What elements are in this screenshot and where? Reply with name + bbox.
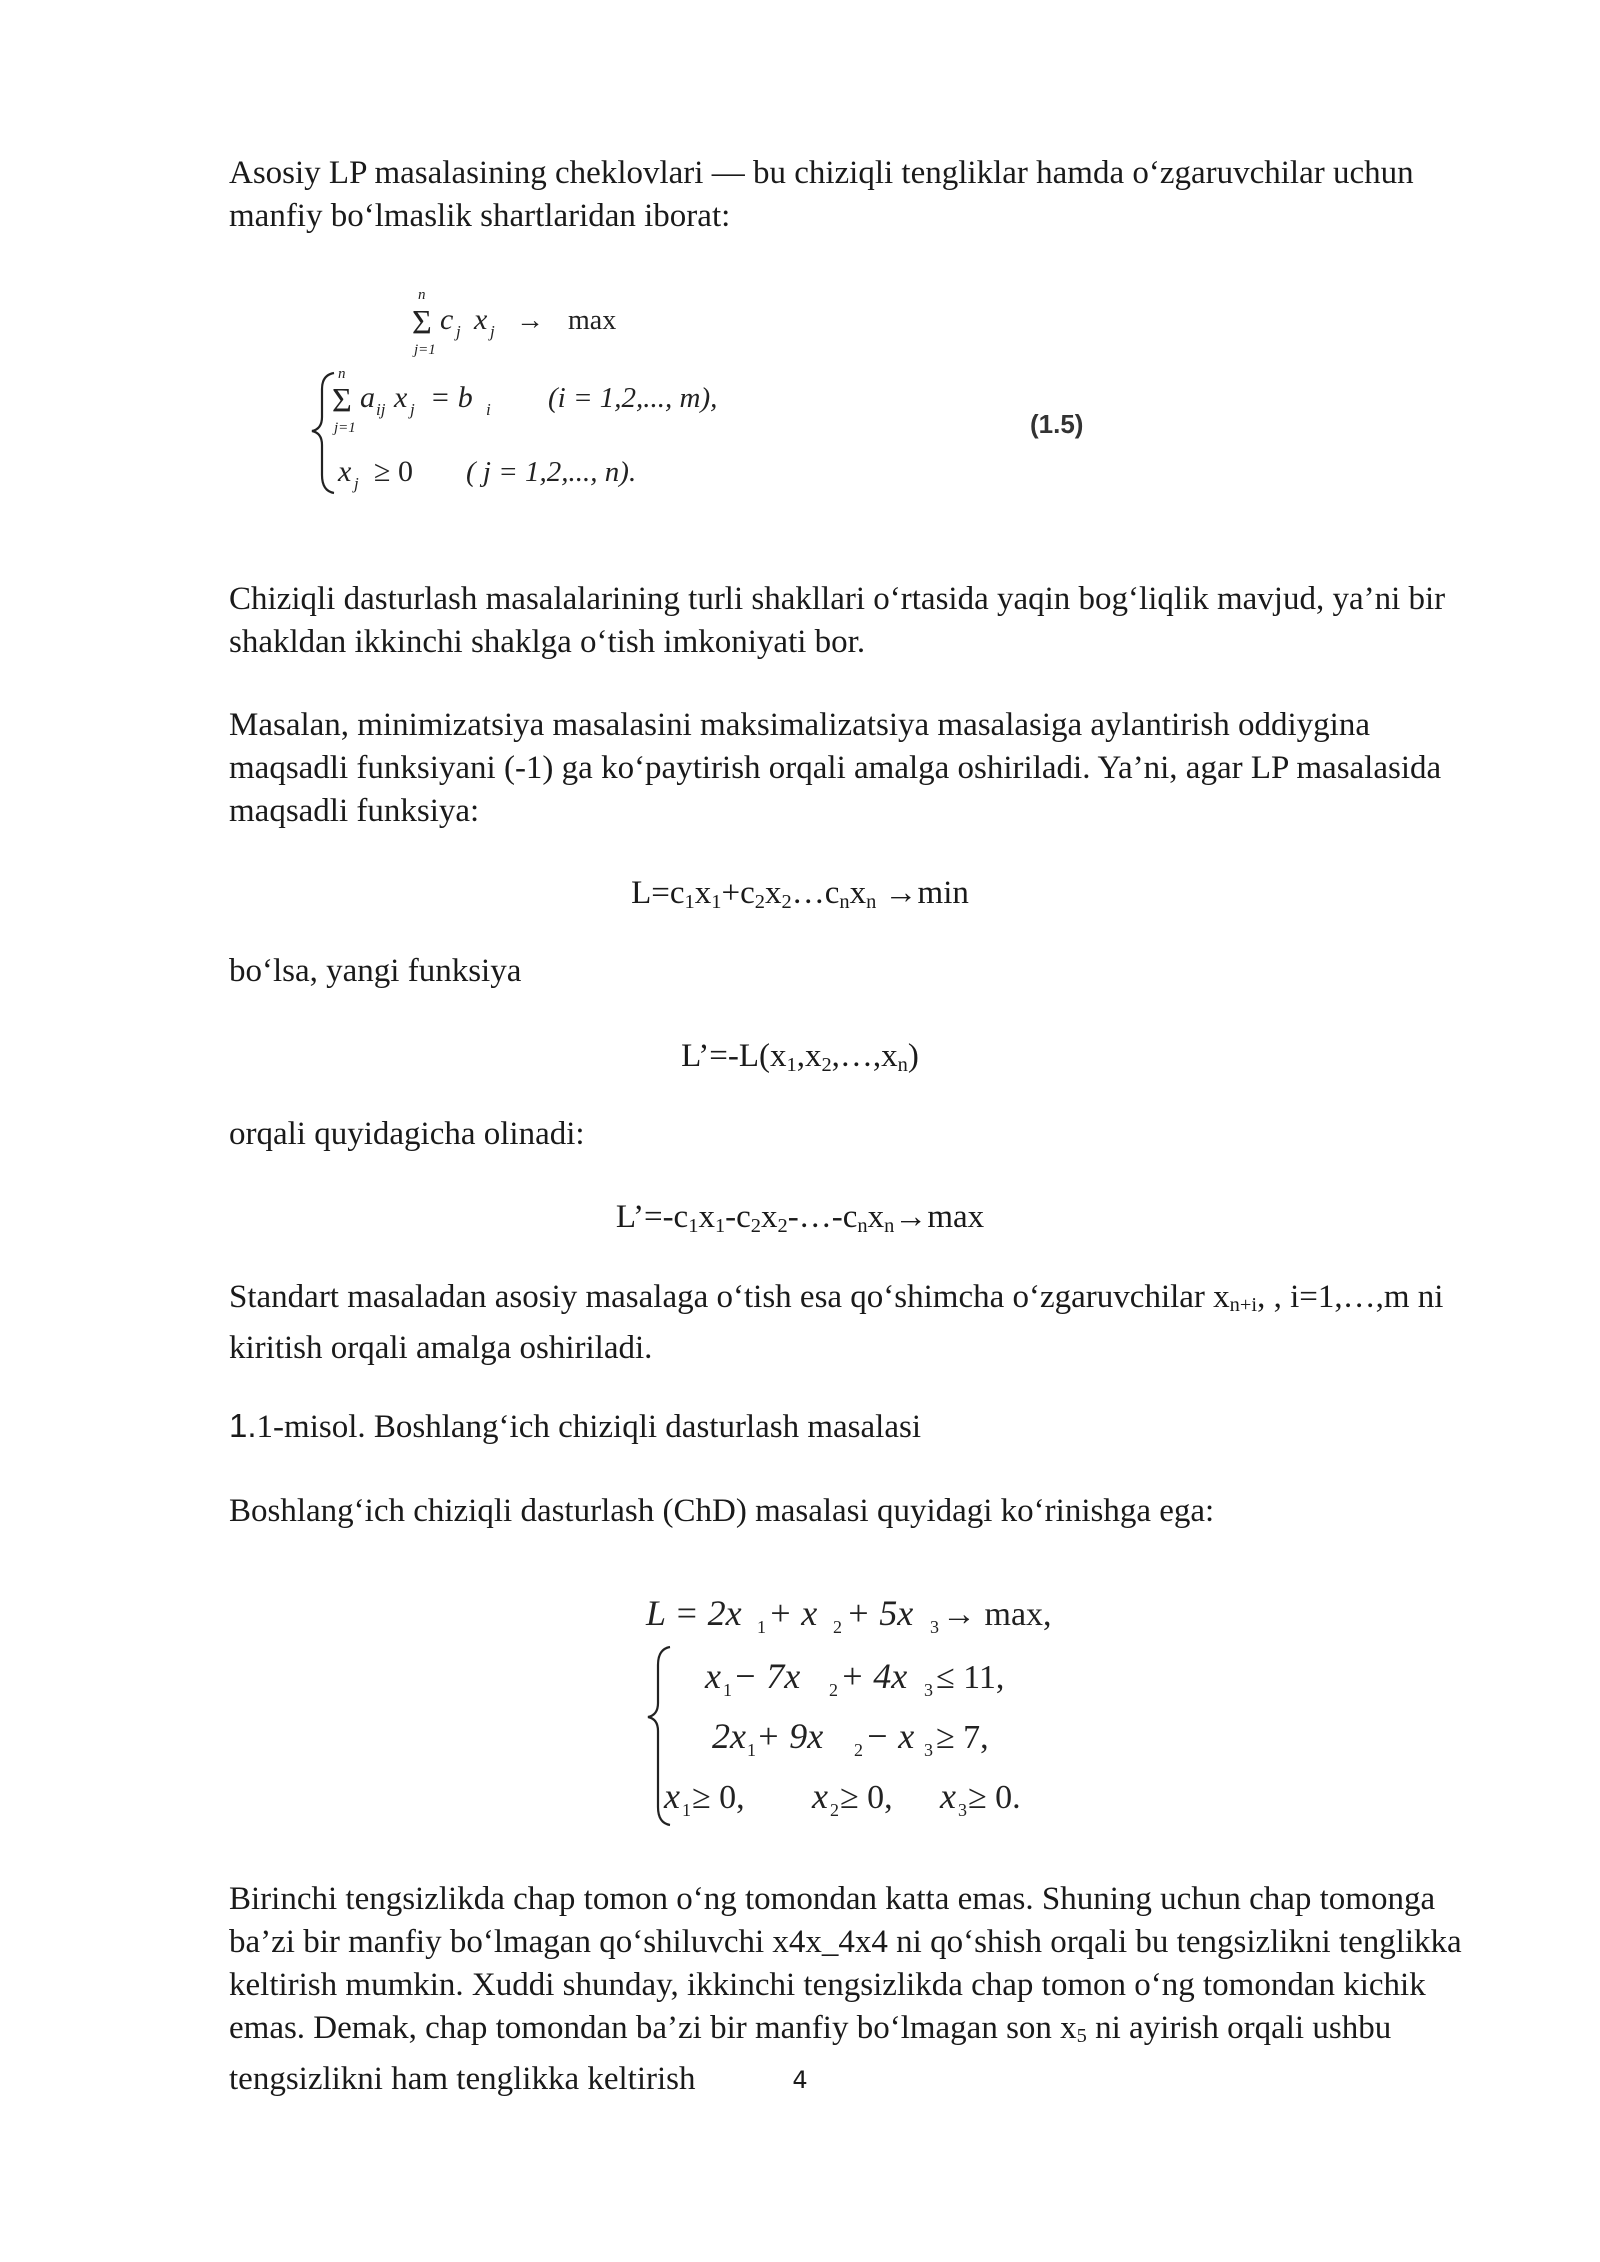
- objective-direction: max: [568, 305, 617, 336]
- eq3-sub2b: 2: [777, 1215, 788, 1238]
- ex-l1-c: + 5x: [846, 1593, 914, 1633]
- ex-r3-c: x: [812, 1776, 828, 1816]
- c1-var-sub: j: [410, 400, 415, 419]
- example-heading: [229, 1404, 1489, 1449]
- formula-1-5: [290, 285, 1150, 505]
- objective-coef: c: [440, 303, 454, 336]
- eq3-x2: x: [761, 1199, 778, 1235]
- objective-coef-sub: j: [456, 322, 461, 341]
- paragraph-min-to-max: Masalan, minimizatsiya masalasini maksimalizatsiya masalasiga aylantirish oddiygina maqsadli funksiyani (-1) ga ko‘paytirish orqali amalga oshiriladi. Ya’ni, agar LP masalasida maqsadli funksiya:: [229, 707, 1442, 829]
- ex-r1-b: − 7x: [733, 1656, 801, 1696]
- formula-example-system: [640, 1585, 1120, 1835]
- c1-rhs: = b: [430, 381, 473, 414]
- ex-r2-sub1: 1: [747, 1740, 756, 1760]
- eq2-comma1: ,x: [796, 1038, 822, 1074]
- eq1-xn: x: [849, 875, 867, 911]
- eq3-sub2: 2: [750, 1215, 762, 1238]
- eq1-x2: x: [764, 875, 782, 911]
- ex-l1-b: + x: [768, 1593, 818, 1633]
- c1-sum-upper: n: [338, 366, 346, 382]
- ex-r2-c: − x: [865, 1716, 915, 1756]
- ex-l1-a: L = 2x: [646, 1593, 742, 1633]
- ex-l1-sub3: 3: [930, 1617, 939, 1637]
- objective-arrow: →: [516, 305, 544, 336]
- arrow-right-icon: →: [894, 1199, 928, 1235]
- eq1-plus: +c: [721, 875, 755, 911]
- p8-text-a: Birinchi tengsizlikda chap tomon o‘ng tomondan katta emas. Shuning uchun chap tomonga ba’zi bir manfiy bo‘lmagan qo‘shiluvchi x4x_4x4 ni qo‘shish orqali bu tengsizlikni tenglikka keltirish mumkin. Xuddi shunday, ikkinchi tengsizlikda chap tomon o‘ng tomondan kichik emas. Demak, chap tomondan ba’zi bir manfiy bo‘lmagan son x: [229, 1881, 1462, 2046]
- ex-r2-a: 2x: [712, 1716, 746, 1756]
- eq1-sub1b: 1: [711, 891, 722, 914]
- eq3-direction: max: [927, 1199, 985, 1235]
- eq1-sub2: 2: [754, 891, 765, 914]
- example-heading-text: 1-misol. Boshlang‘ich chiziqli dasturlash masalasi: [256, 1409, 921, 1445]
- sigma-symbol: Σ: [412, 304, 432, 341]
- p8-subscript: 5: [1076, 2025, 1087, 2048]
- c2-relation: ≥ 0: [374, 455, 413, 488]
- p8-text-b: ni ayirish orqali ushbu tengsizlikni ham tenglikka keltirish: [229, 2010, 1392, 2098]
- paragraph-forms-relation: Chiziqli dasturlash masalalarining turli shakllari o‘rtasida yaqin bog‘liqlik mavjud, ya’ni bir shakldan ikkinchi shaklga o‘tish imkoniyati bor.: [229, 581, 1446, 660]
- eq2-subn: n: [897, 1054, 908, 1077]
- eq2-sub2: 2: [821, 1054, 832, 1077]
- example-heading-number: 1.: [229, 1407, 257, 1444]
- ex-r3-f: ≥ 0.: [968, 1779, 1021, 1816]
- paragraph-obtained-as: orqali quyidagicha olinadi:: [229, 1116, 585, 1152]
- eq3-start: L’=-c: [615, 1199, 689, 1235]
- page-number: 4: [792, 2066, 808, 2094]
- eq1-lhs: L=c: [631, 875, 685, 911]
- c1-range: (i = 1,2,..., m),: [548, 382, 718, 414]
- ex-r3-e: x: [940, 1776, 956, 1816]
- equation-label: (1.5): [1030, 409, 1084, 439]
- ex-r3-sub2: 2: [830, 1800, 839, 1820]
- c2-range: ( j = 1,2,..., n).: [466, 456, 637, 488]
- sum-lower-limit: j=1: [414, 342, 436, 358]
- eq3-sub1: 1: [688, 1215, 699, 1238]
- eq3-sub1b: 1: [714, 1215, 726, 1238]
- arrow-right-icon: →: [884, 875, 918, 911]
- paragraph-initial-problem: Boshlang‘ich chiziqli dasturlash (ChD) masalasi quyidagi ko‘rinishga ega:: [229, 1493, 1215, 1529]
- paragraph-lp-constraints: Asosiy LP masalasining cheklovlari — bu chiziqli tengliklar hamda o‘zgaruvchilar uchun manfiy bo‘lmaslik shartlaridan iborat:: [229, 155, 1414, 234]
- paragraph-standard-to-main: [229, 1276, 1489, 1370]
- eq2-comma2: ,…,x: [831, 1038, 898, 1074]
- ex-r1-c: + 4x: [840, 1656, 908, 1696]
- eq1-sub1: 1: [684, 891, 695, 914]
- c1-sigma: Σ: [332, 382, 352, 419]
- eq3-subn: n: [857, 1215, 868, 1238]
- ex-r3-sub3: 3: [958, 1800, 967, 1820]
- eq1-subn: n: [839, 891, 850, 914]
- ex-r3-b: ≥ 0,: [692, 1779, 745, 1816]
- eq3-xn: x: [867, 1199, 885, 1235]
- ex-l1-sub2: 2: [833, 1617, 842, 1637]
- ex-r2-d: ≥ 7,: [936, 1719, 989, 1756]
- p6-subscript: n+i: [1229, 1294, 1258, 1317]
- p6-text-a: Standart masaladan asosiy masalaga o‘tish esa qo‘shimcha o‘zgaruvchilar x: [229, 1279, 1230, 1315]
- ex-r1-d: ≤ 11,: [936, 1659, 1005, 1696]
- system-brace: [312, 373, 334, 493]
- objective-var-sub: j: [490, 322, 495, 341]
- ex-r1-sub3: 3: [924, 1680, 933, 1700]
- ex-r3-a: x: [664, 1776, 680, 1816]
- eq1-x1: x: [694, 875, 712, 911]
- eq3-x1: x: [698, 1199, 715, 1235]
- ex-l1-d: → max,: [942, 1596, 1052, 1633]
- eq2-close: ): [907, 1038, 919, 1074]
- ex-r3-sub1: 1: [682, 1800, 691, 1820]
- c1-rhs-sub: i: [486, 400, 491, 419]
- c2-var-sub: j: [354, 474, 359, 493]
- ex-r1-sub2: 2: [829, 1680, 838, 1700]
- ex-l1-sub1: 1: [757, 1617, 766, 1637]
- ex-r2-sub3: 3: [924, 1740, 933, 1760]
- paragraph-if-new-function: bo‘lsa, yangi funksiya: [229, 953, 522, 989]
- sum-upper-limit: n: [418, 287, 426, 303]
- ex-r1-sub1: 1: [723, 1680, 732, 1700]
- c1-sum-lower: j=1: [334, 420, 356, 436]
- ex-r2-sub2: 2: [854, 1740, 863, 1760]
- objective-var: x: [474, 303, 488, 336]
- eq3-dots: -…-c: [787, 1199, 858, 1235]
- ex-r3-d: ≥ 0,: [840, 1779, 893, 1816]
- equation-objective-min: [0, 872, 1600, 915]
- eq2-sub1: 1: [786, 1054, 797, 1077]
- eq1-subnb: n: [866, 891, 877, 914]
- c1-var: x: [394, 381, 408, 414]
- ex-r1-a: x: [705, 1656, 721, 1696]
- eq3-subnb: n: [884, 1215, 895, 1238]
- eq2-open: L’=-L(x: [681, 1038, 787, 1074]
- eq1-direction: min: [917, 875, 969, 911]
- c1-coef-sub: ij: [376, 400, 386, 419]
- c1-coef: a: [360, 381, 375, 414]
- equation-new-function: [0, 1035, 1600, 1078]
- eq3-minus: -c: [725, 1199, 751, 1235]
- ex-r2-b: + 9x: [756, 1716, 824, 1756]
- eq1-dots: …c: [791, 875, 840, 911]
- c2-var: x: [338, 455, 352, 488]
- p6-text-b: , , i=1,…,m ni kiritish orqali amalga oshiriladi.: [229, 1279, 1444, 1367]
- eq1-sub2b: 2: [781, 891, 792, 914]
- equation-objective-max: [0, 1196, 1600, 1239]
